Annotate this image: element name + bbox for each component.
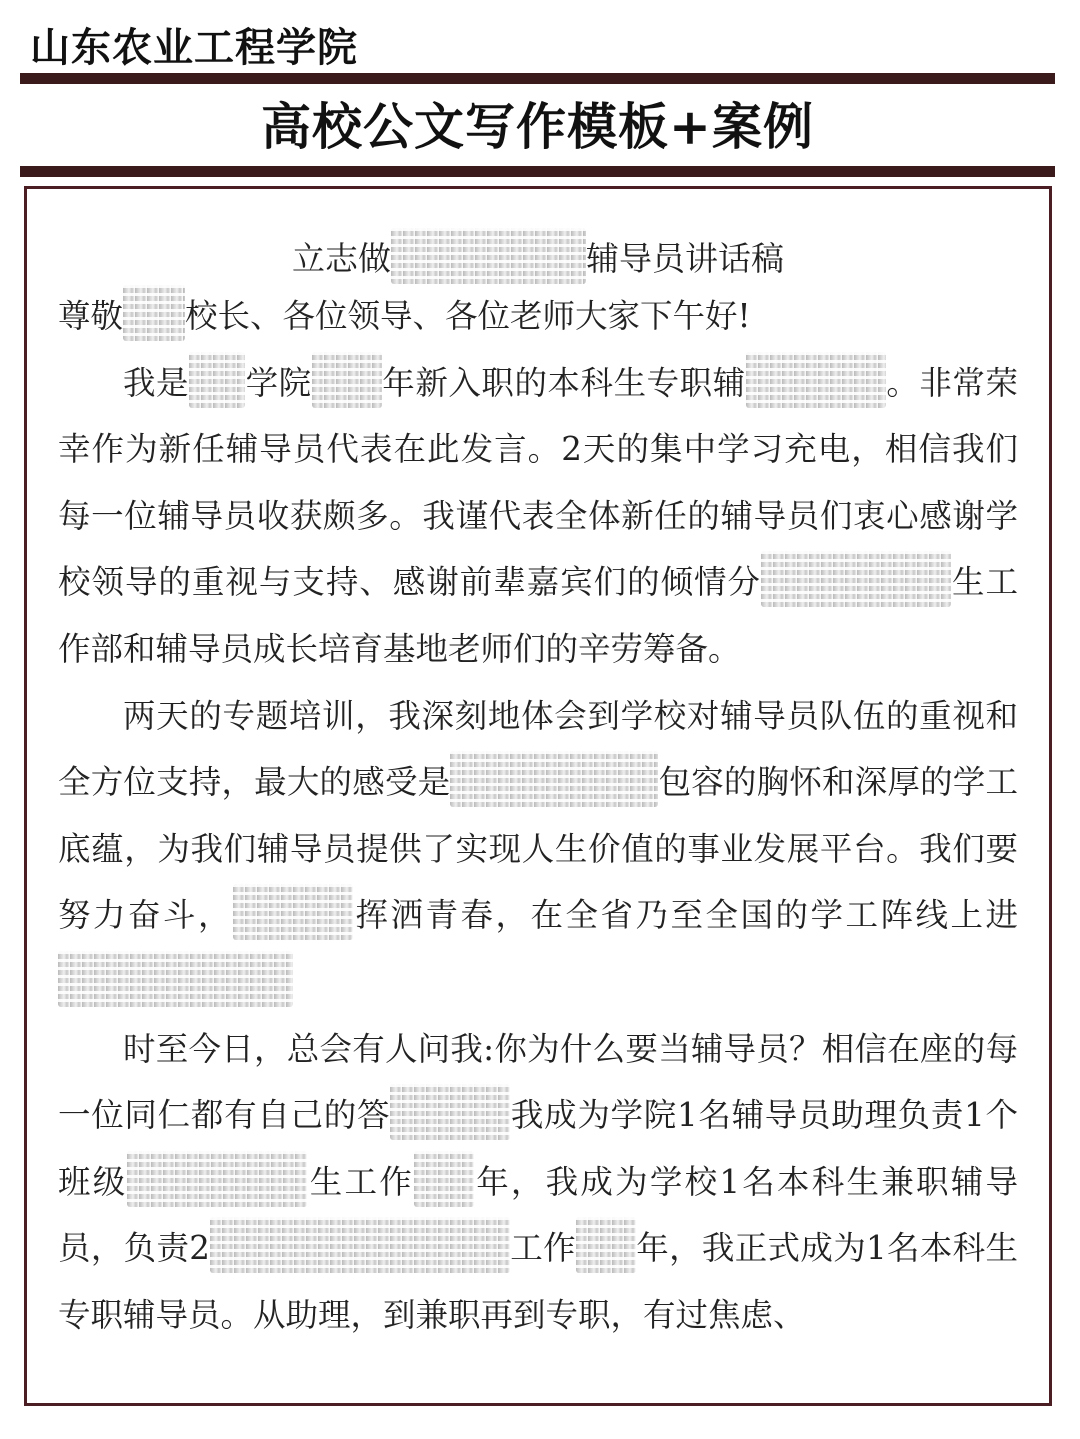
- paragraph-reason: [58, 1016, 1018, 1349]
- redaction-mark: [233, 884, 353, 940]
- heading-right: 辅导员讲话稿: [586, 239, 784, 278]
- redaction-mark: [210, 1217, 510, 1273]
- text-segment: 生工作部和辅导员成长培育基地老师们的辛劳筹备。: [58, 563, 1018, 668]
- text-segment: 。非常荣幸作为新任辅导员代表在此发言。2天的集中学习充电，相信我们每一位辅导员收获颇多。我谨代表全体新任的辅导员们衷心感谢学校领导的重视与支持、感谢前辈嘉宾们的倾情分: [58, 363, 1018, 602]
- text-segment: 尊敬: [58, 297, 124, 335]
- text-segment: 年，我成为学校1名本科生兼职辅导员，负责2: [58, 1162, 1018, 1268]
- redaction-mark: [189, 352, 245, 408]
- text-segment: 两天的专题培训，我深刻地体会到学校对辅导员队伍的重视和全方位支持，最大的感受是: [58, 696, 1018, 802]
- header-rule-bottom: [20, 166, 1055, 177]
- paragraph-greeting: [58, 283, 1018, 350]
- text-segment: 生工作: [307, 1162, 414, 1201]
- redaction-mark: [58, 951, 293, 1007]
- redaction-mark: [450, 751, 658, 807]
- text-segment: 学院: [245, 363, 312, 402]
- paragraph-intro: [58, 350, 1018, 683]
- redaction-mark: [127, 1151, 307, 1207]
- text-segment: 挥洒青春，在全省乃至全国的学工阵线上进: [353, 896, 1018, 935]
- school-name: 山东农业工程学院: [30, 25, 358, 71]
- text-segment: 校长、各位领导、各位老师大家下午好!: [185, 297, 751, 335]
- text-segment: 我成为学院1名辅导员助理负责1个班级: [58, 1096, 1018, 1201]
- page-title: 高校公文写作模板+案例: [261, 97, 814, 156]
- redaction-mark: [123, 285, 185, 341]
- paragraph-training: [58, 683, 1018, 1016]
- document-heading: [24, 228, 1052, 284]
- text-segment: 工作: [509, 1229, 576, 1268]
- text-segment: 包容的胸怀和深厚的学工底蕴，为我们辅导员提供了实现人生价值的事业发展平台。我们要努力奋斗，: [58, 763, 1018, 935]
- text-segment: 时至今日，总会有人问我:你为什么要当辅导员？相信在座的每一位同仁都有自己的答: [58, 1029, 1018, 1135]
- text-segment: 年，我正式成为1名本科生专职辅导员。从助理，到兼职再到专职，有过焦虑、: [58, 1229, 1018, 1334]
- document-body: [58, 283, 1018, 1349]
- redaction-mark: [312, 352, 382, 408]
- text-segment: 年新入职的本科生专职辅: [381, 363, 746, 402]
- text-segment: 我是: [123, 363, 190, 402]
- redaction-mark: [746, 352, 886, 408]
- redaction-mark: [576, 1217, 636, 1273]
- redaction-mark: [414, 1151, 474, 1207]
- redaction-mark: [391, 228, 586, 284]
- heading-left: 立志做: [292, 239, 391, 278]
- redaction-mark: [390, 1084, 510, 1140]
- redaction-mark: [761, 551, 951, 607]
- header-rule-top: [20, 73, 1055, 84]
